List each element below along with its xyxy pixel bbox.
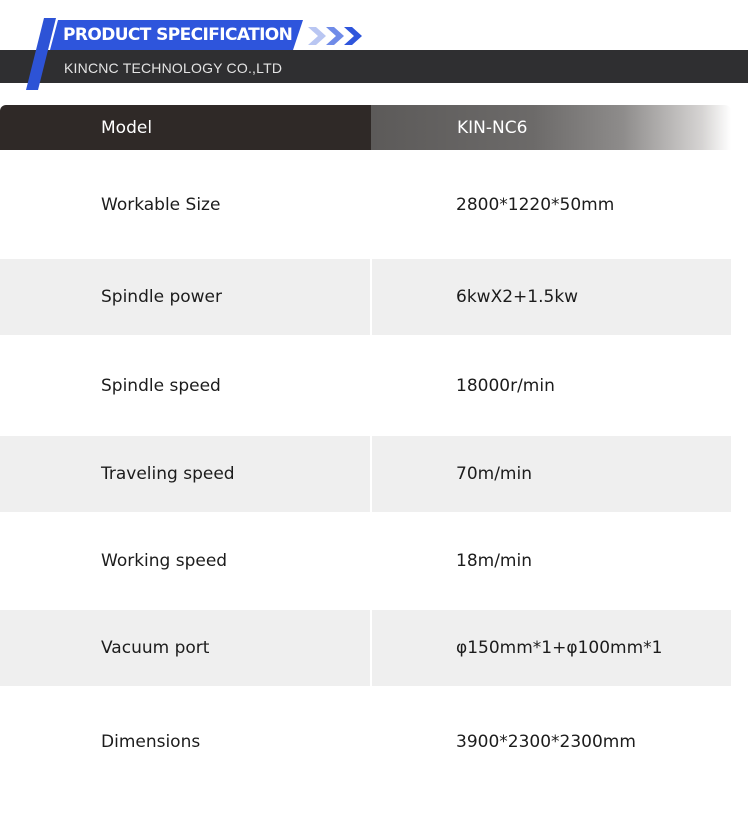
spec-table <box>0 105 731 798</box>
company-name: KINCNC TECHNOLOGY CO.,LTD <box>64 60 283 76</box>
spec-value: 18m/min <box>372 512 731 610</box>
spec-label: Spindle power <box>0 259 370 335</box>
spec-label: Vacuum port <box>0 610 370 686</box>
table-row <box>0 436 731 512</box>
header-label-cell: Model <box>0 105 371 150</box>
spec-value: 3900*2300*2300mm <box>372 686 731 798</box>
table-row <box>0 259 731 335</box>
spec-value: 18000r/min <box>372 335 731 436</box>
spec-value: φ150mm*1+φ100mm*1 <box>372 610 731 686</box>
spec-label: Workable Size <box>0 150 370 259</box>
spec-label: Dimensions <box>0 686 370 798</box>
spec-value: 6kwX2+1.5kw <box>372 259 731 335</box>
table-row <box>0 150 731 259</box>
spec-label: Spindle speed <box>0 335 370 436</box>
page-title: PRODUCT SPECIFICATION <box>63 25 293 45</box>
header-banner <box>0 0 750 95</box>
table-row <box>0 335 731 436</box>
chevrons-right-icon <box>308 25 368 47</box>
table-header-row <box>0 105 731 150</box>
spec-value: 70m/min <box>372 436 731 512</box>
table-row <box>0 512 731 610</box>
table-row <box>0 610 731 686</box>
table-row <box>0 686 731 798</box>
spec-value: 2800*1220*50mm <box>372 150 731 259</box>
spec-label: Working speed <box>0 512 370 610</box>
header-value-cell: KIN-NC6 <box>371 105 731 150</box>
spec-label: Traveling speed <box>0 436 370 512</box>
banner-left-stub <box>0 50 24 83</box>
